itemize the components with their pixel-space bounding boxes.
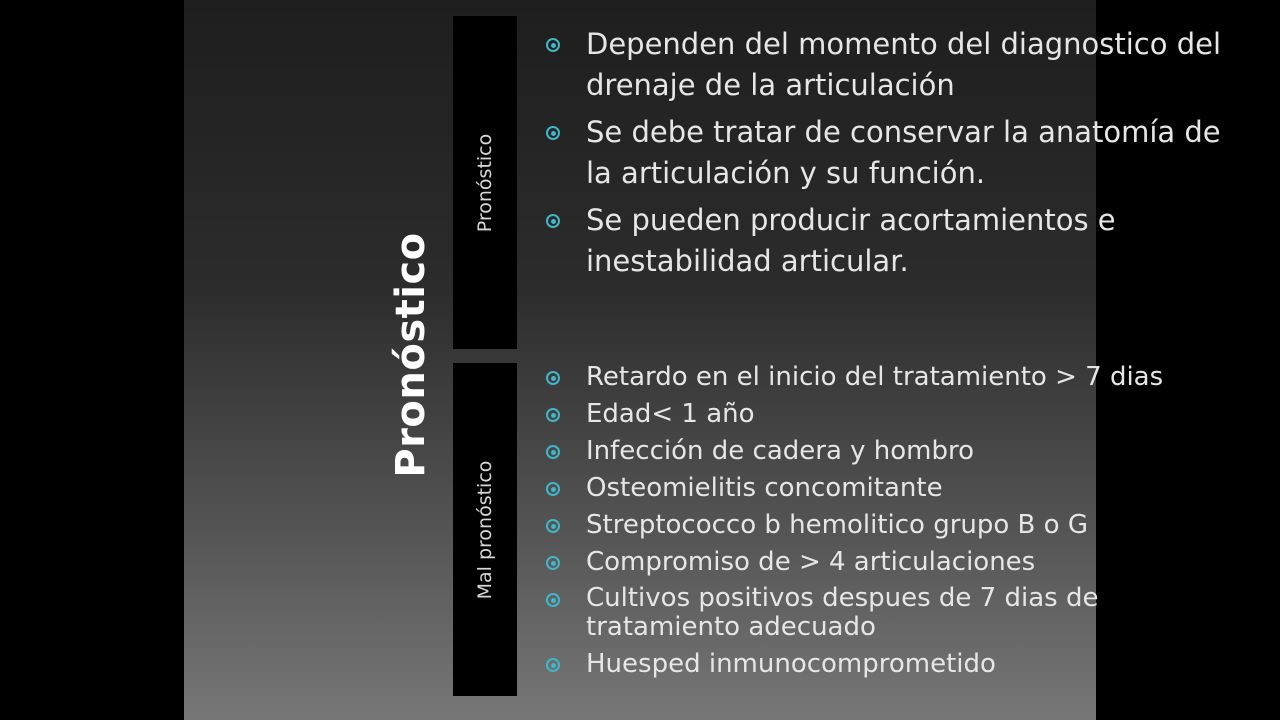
list-item-text: Compromiso de > 4 articulaciones	[586, 547, 1036, 577]
list-item	[544, 584, 1254, 642]
section-label-mal-pronostico: Mal pronóstico	[474, 460, 496, 599]
list-item-text: Dependen del momento del diagnostico del drenaje de la articulación	[586, 27, 1222, 102]
list-item	[544, 473, 1254, 503]
list-item	[544, 399, 1254, 429]
list-item-text: Retardo en el inicio del tratamiento > 7 dias	[586, 362, 1164, 392]
circle-dot-icon	[546, 371, 560, 385]
list-item	[544, 200, 1254, 282]
circle-dot-icon	[546, 519, 560, 533]
list-item	[544, 547, 1254, 577]
list-item	[544, 112, 1254, 194]
list-item-text: Se debe tratar de conservar la anatomía de la articulación y su función.	[586, 115, 1221, 190]
slide	[184, 0, 1222, 720]
pronostico-list	[544, 24, 1254, 288]
list-item	[544, 24, 1254, 106]
list-item	[544, 436, 1254, 466]
list-item	[544, 510, 1254, 540]
list-item	[544, 649, 1254, 679]
list-item-text: Edad< 1 año	[586, 399, 755, 429]
circle-dot-icon	[546, 482, 560, 496]
list-item-text: Streptococco b hemolitico grupo B o G	[586, 510, 1088, 540]
circle-dot-icon	[546, 214, 560, 228]
circle-dot-icon	[546, 556, 560, 570]
list-item-text: Osteomielitis concomitante	[586, 473, 943, 503]
circle-dot-icon	[546, 126, 560, 140]
circle-dot-icon	[546, 38, 560, 52]
circle-dot-icon	[546, 658, 560, 672]
section-label-box-mal-pronostico	[453, 363, 517, 696]
list-item	[544, 362, 1254, 392]
circle-dot-icon	[546, 445, 560, 459]
list-item-text: Cultivos positivos despues de 7 dias de tratamiento adecuado	[586, 583, 1099, 642]
circle-dot-icon	[546, 408, 560, 422]
circle-dot-icon	[546, 593, 560, 607]
list-item-text: Huesped inmunocomprometido	[586, 649, 996, 679]
section-label-pronostico: Pronóstico	[474, 133, 496, 232]
section-label-box-pronostico	[453, 16, 517, 349]
mal-pronostico-list	[544, 362, 1254, 686]
list-item-text: Se pueden producir acortamientos e inestabilidad articular.	[586, 203, 1116, 278]
slide-title: Pronóstico	[388, 232, 434, 478]
list-item-text: Infección de cadera y hombro	[586, 436, 975, 466]
